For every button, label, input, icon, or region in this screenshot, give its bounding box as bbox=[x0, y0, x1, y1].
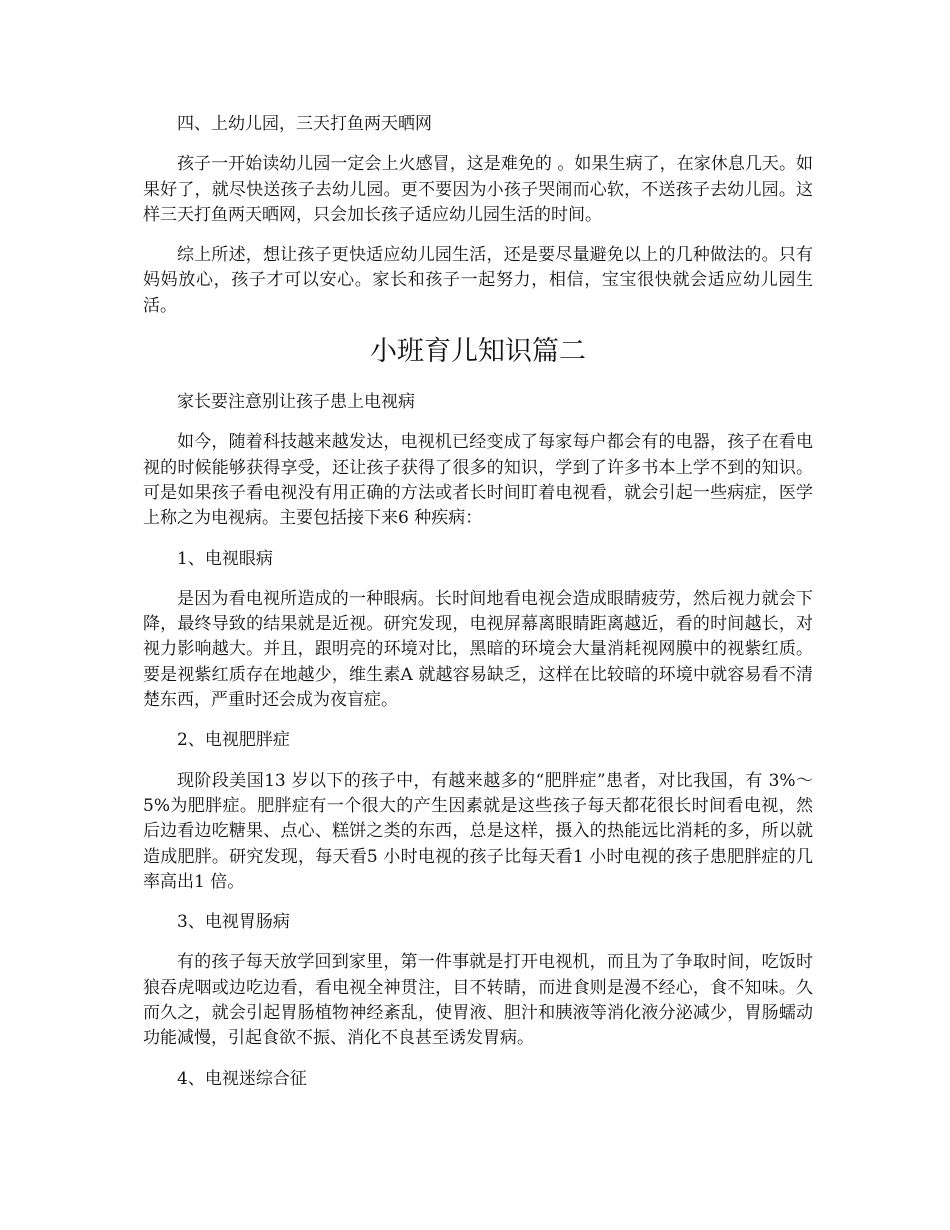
document-body bbox=[143, 112, 813, 1107]
paragraph-sick-leave: 孩子一开始读幼儿园一定会上火感冒，这是难免的 。如果生病了，在家休息几天。如果好了，就尽快送孩子去幼儿园。更不要因为小孩子哭闹而心软，不送孩子去幼儿园。这样三天打鱼两天晒网，只会加长孩子适应幼儿园生活的时间。 bbox=[143, 154, 813, 225]
paragraph-tv-obesity: 现阶段美国13 岁以下的孩子中，有越来越多的“肥胖症”患者，对比我国，有 3%～5%为肥胖症。肥胖症有一个很大的产生因素就是这些孩子每天都花很长时间看电视，然后边看边吃糖果、点心、糕饼之类的东西，总是这样，摄入的热能远比消耗的多，所以就造成肥胖。研究发现，每天看5 小时电视的孩子比每天看1 小时电视的孩子患肥胖症的几率高出1 倍。 bbox=[143, 770, 813, 892]
paragraph-tv-eye-disease: 是因为看电视所造成的一种眼病。长时间地看电视会造成眼睛疲劳，然后视力就会下降，最终导致的结果就是近视。研究发现，电视屏幕离眼睛距离越近，看的时间越长，对视力影响越大。并且，跟明亮的环境对比，黑暗的环境会大量消耗视网膜中的视紫红质。要是视紫红质存在地越少，维生素A 就越容易缺乏，这样在比较暗的环境中就容易看不清楚东西，严重时还会成为夜盲症。 bbox=[143, 588, 813, 711]
subheading-tv-obesity: 2、电视肥胖症 bbox=[177, 730, 290, 751]
paragraph-tv-intro: 如今，随着科技越来越发达，电视机已经变成了每家每户都会有的电器，孩子在看电视的时候能够获得享受，还让孩子获得了很多的知识，学到了许多书本上学不到的知识。可是如果孩子看电视没有用正确的方法或者长时间盯着电视看，就会引起一些病症，医学上称之为电视病。主要包括接下来6 种疾病： bbox=[143, 432, 813, 529]
paragraph-summary: 综上所述，想让孩子更快适应幼儿园生活，还是要尽量避免以上的几种做法的。只有妈妈放心，孩子才可以安心。家长和孩子一起努力，相信，宝宝很快就会适应幼儿园生活。 bbox=[143, 245, 813, 316]
paragraph-tv-gastro: 有的孩子每天放学回到家里，第一件事就是打开电视机，而且为了争取时间，吃饭时狼吞虎咽或边吃边看，看电视全神贯注，目不转睛，而进食则是漫不经心，食不知味。久而久之，就会引起胃肠植物神经紊乱，使胃液、胆汁和胰液等消化液分泌减少，胃肠蠕动功能减慢，引起食欲不振、消化不良甚至诱发胃病。 bbox=[143, 952, 813, 1049]
section-subheading-tv-disease: 家长要注意别让孩子患上电视病 bbox=[177, 392, 415, 413]
subheading-tv-eye-disease: 1、电视眼病 bbox=[177, 548, 273, 569]
subheading-tv-gastro: 3、电视胃肠病 bbox=[177, 912, 290, 933]
section-subheading-kindergarten: 四、上幼儿园，三天打鱼两天晒网 bbox=[177, 114, 432, 134]
subheading-tv-addiction: 4、电视迷综合征 bbox=[177, 1068, 307, 1089]
section-title: 小班育儿知识篇二 bbox=[370, 336, 586, 368]
